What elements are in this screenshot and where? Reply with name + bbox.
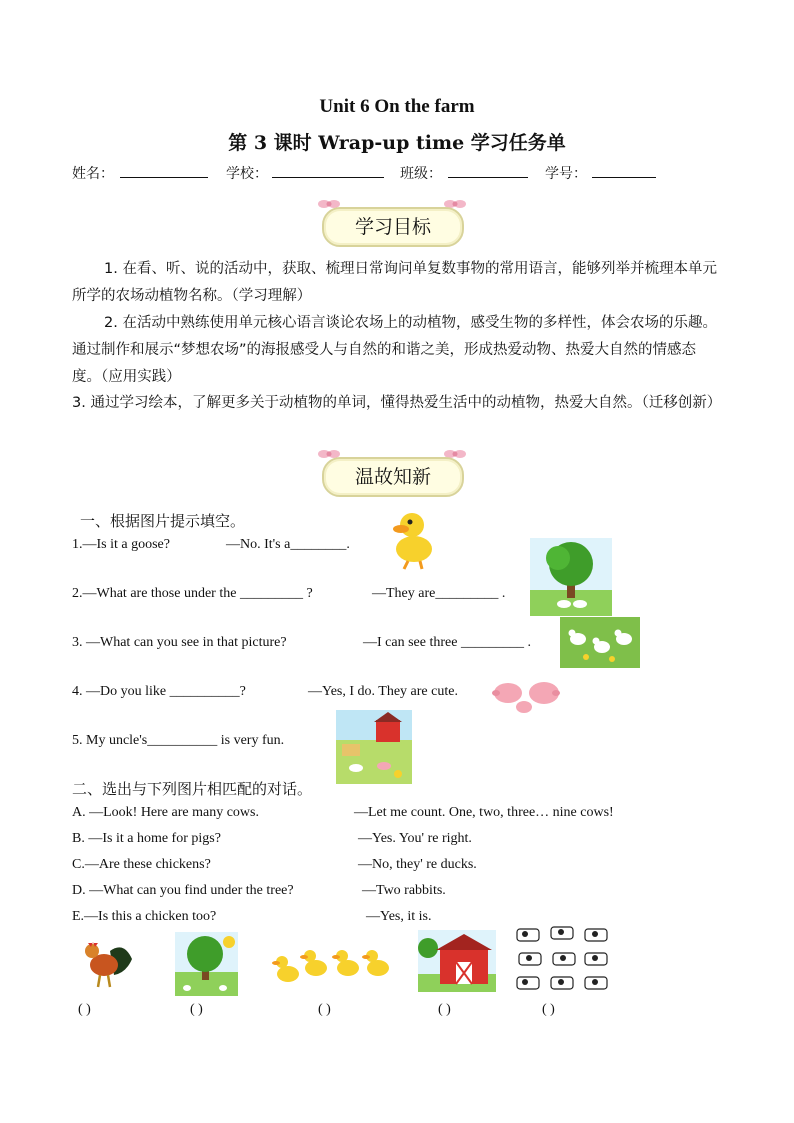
- goal-3: 3. 通过学习绘本，了解更多关于动植物的单词，懂得热爱生活中的动植物，热爱大自然。（迁移创新）: [72, 395, 722, 411]
- answer-paren-3[interactable]: ( ): [318, 1002, 331, 1017]
- dialog-e-answer: —Yes, it is.: [366, 909, 432, 924]
- answer-paren-1[interactable]: ( ): [78, 1002, 91, 1017]
- number-label: 学号：: [545, 166, 587, 182]
- class-blank[interactable]: [448, 163, 528, 178]
- q3-question: 3. —What can you see in that picture?: [72, 635, 287, 650]
- dialog-e-question: E.—Is this a chicken too?: [72, 909, 217, 924]
- answer-paren-2[interactable]: ( ): [190, 1002, 203, 1017]
- dialog-b-answer: —Yes. You' re right.: [358, 831, 472, 846]
- dialog-d-question: D. —What can you find under the tree?: [72, 883, 294, 898]
- dialog-d-answer: —Two rabbits.: [362, 883, 446, 898]
- answer-paren-5[interactable]: ( ): [542, 1002, 555, 1017]
- tree-with-sheep-picture: [530, 538, 612, 616]
- page-subtitle: 第 3 课时 Wrap-up time 学习任务单: [228, 132, 566, 154]
- rooster-picture: [80, 937, 134, 989]
- farm-picture: [336, 710, 412, 784]
- goals-banner: [316, 203, 466, 247]
- goals-banner-label: 学习目标: [322, 207, 464, 247]
- tree-with-rabbits-picture: [175, 932, 238, 996]
- q4-question: 4. —Do you like __________?: [72, 684, 246, 699]
- q2-answer: —They are_________ .: [372, 586, 506, 601]
- goal-2: 2. 在活动中熟练使用单元核心语言谈论农场上的动植物，感受生物的多样性，体会农场的乐趣。通过制作和展示“梦想农场”的海报感受人与自然的和谐之美，形成热爱动物、热爱大自然的情感态度。（应用实践）: [72, 315, 717, 385]
- dialog-a-question: A. —Look! Here are many cows.: [72, 805, 259, 820]
- pigs-picture: [490, 675, 562, 715]
- name-blank[interactable]: [120, 163, 208, 178]
- school-blank[interactable]: [272, 163, 384, 178]
- name-label: 姓名：: [72, 166, 114, 182]
- review-banner: [316, 453, 466, 497]
- section-1-heading: 一、根据图片提示填空。: [80, 512, 246, 530]
- q5-sentence: 5. My uncle's__________ is very fun.: [72, 733, 285, 748]
- dialog-c-answer: —No, they' re ducks.: [358, 857, 477, 872]
- duck-picture: [390, 505, 436, 571]
- review-banner-label: 温故知新: [322, 457, 464, 497]
- goal-1: 1. 在看、听、说的活动中，获取、梳理日常询问单复数事物的常用语言，能够列举并梳理本单元所学的农场动植物名称。（学习理解）: [72, 261, 717, 304]
- dialog-a-answer: —Let me count. One, two, three… nine cows!: [354, 805, 614, 820]
- answer-paren-4[interactable]: ( ): [438, 1002, 451, 1017]
- page-title: Unit 6 On the farm: [319, 96, 475, 117]
- cows-picture: [515, 925, 611, 997]
- school-label: 学校：: [226, 166, 268, 182]
- section-2-heading: 二、选出与下列图片相匹配的对话。: [72, 780, 313, 798]
- dialog-b-question: B. —Is it a home for pigs?: [72, 831, 221, 846]
- q1-question: 1.—Is it a goose?: [72, 537, 170, 552]
- q4-answer: —Yes, I do. They are cute.: [308, 684, 458, 699]
- number-blank[interactable]: [592, 163, 656, 178]
- barn-picture: [418, 930, 496, 992]
- q1-answer: —No. It's a________.: [226, 537, 350, 552]
- dialog-c-question: C.—Are these chickens?: [72, 857, 211, 872]
- q3-answer: —I can see three _________ .: [363, 635, 531, 650]
- ducklings-picture: [272, 938, 397, 986]
- q2-question: 2.—What are those under the _________ ?: [72, 586, 313, 601]
- chickens-picture: [560, 617, 640, 668]
- class-label: 班级：: [400, 166, 442, 182]
